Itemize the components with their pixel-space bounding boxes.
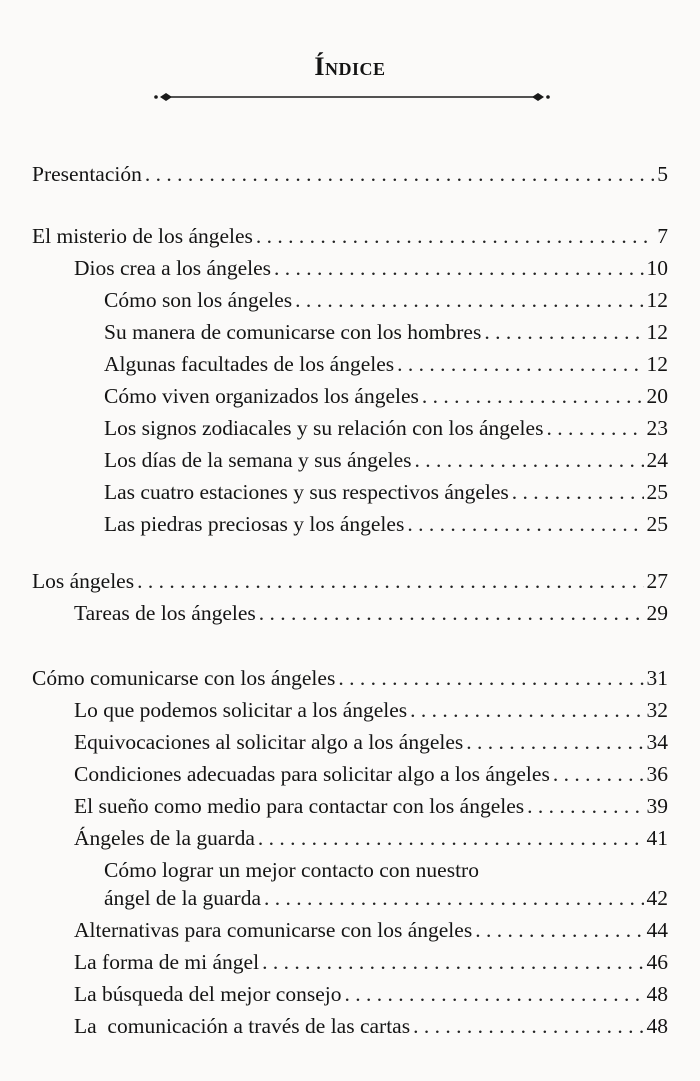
dot-leader — [407, 510, 643, 538]
dot-leader — [484, 318, 643, 346]
dot-leader — [422, 382, 644, 410]
dot-leader — [397, 350, 643, 378]
page-number: 48 — [646, 982, 668, 1006]
page-number: 24 — [646, 448, 668, 472]
page-number: 48 — [646, 1014, 668, 1038]
page-number: 5 — [657, 162, 668, 186]
page-number: 12 — [646, 352, 668, 376]
page-number: 12 — [646, 288, 668, 312]
entry-title: La forma de mi ángel — [74, 950, 260, 974]
toc-entry — [32, 222, 668, 250]
dot-leader — [410, 696, 643, 724]
page-number: 31 — [646, 666, 668, 690]
entry-title: Los ángeles — [32, 569, 135, 593]
entry-title: Cómo comunicarse con los ángeles — [32, 666, 336, 690]
entry-title: Alternativas para comunicarse con los ángeles — [74, 918, 473, 942]
toc-entry — [104, 510, 668, 538]
entry-title: El misterio de los ángeles — [32, 224, 253, 248]
entry-title: La comunicación a través de las cartas — [74, 1014, 411, 1038]
dot-leader — [512, 478, 644, 506]
dot-leader — [256, 222, 654, 250]
toc-entry — [74, 824, 668, 852]
toc-entry — [74, 980, 668, 1008]
dot-leader — [413, 1012, 643, 1040]
page-number: 36 — [646, 762, 668, 786]
dot-leader — [475, 916, 643, 944]
entry-title: Cómo son los ángeles — [104, 288, 293, 312]
page-number: 7 — [657, 224, 668, 248]
dot-leader — [527, 792, 643, 820]
page-number: 41 — [646, 826, 668, 850]
entry-title: Los signos zodiacales y su relación con los ángeles — [104, 416, 544, 440]
entry-title: La búsqueda del mejor consejo — [74, 982, 342, 1006]
toc-entry — [74, 254, 668, 282]
toc-entry — [74, 792, 668, 820]
dot-leader — [338, 664, 643, 692]
page-title: Índice — [314, 52, 386, 81]
page-number: 23 — [646, 416, 668, 440]
page-number: 44 — [646, 918, 668, 942]
dot-leader — [258, 824, 644, 852]
toc-entry — [104, 414, 668, 442]
page-number: 20 — [646, 384, 668, 408]
page-number: 39 — [646, 794, 668, 818]
toc-entry — [74, 1012, 668, 1040]
entry-title: Equivocaciones al solicitar algo a los ángeles — [74, 730, 464, 754]
page-number: 42 — [646, 886, 668, 910]
entry-title: Las piedras preciosas y los ángeles — [104, 512, 405, 536]
page-number: 34 — [646, 730, 668, 754]
dot-leader — [262, 948, 643, 976]
toc-entry — [74, 760, 668, 788]
dot-leader — [553, 760, 644, 788]
page-number: 12 — [646, 320, 668, 344]
dot-leader — [145, 160, 654, 188]
toc-entry — [74, 696, 668, 724]
page-number: 27 — [646, 569, 668, 593]
dot-leader — [415, 446, 644, 474]
entry-title: Su manera de comunicarse con los hombres — [104, 320, 482, 344]
toc-entry — [104, 350, 668, 378]
page-number: 25 — [646, 512, 668, 536]
page-number: 32 — [646, 698, 668, 722]
toc-entry — [74, 948, 668, 976]
page-number: 46 — [646, 950, 668, 974]
entry-title: Presentación — [32, 162, 142, 186]
dot-leader — [466, 728, 643, 756]
entry-title: Las cuatro estaciones y sus respectivos ángeles — [104, 480, 509, 504]
entry-title: Algunas facultades de los ángeles — [104, 352, 395, 376]
entry-title-continuation: ángel de la guarda — [104, 886, 261, 910]
dot-leader — [259, 599, 644, 627]
dot-leader — [344, 980, 643, 1008]
dot-leader — [137, 567, 643, 595]
toc-entry — [32, 567, 668, 595]
toc-entry — [104, 382, 668, 410]
toc-entry-first-line: Cómo lograr un mejor contacto con nuestro — [104, 858, 479, 882]
toc-entry — [74, 599, 668, 627]
page-number: 29 — [646, 601, 668, 625]
toc-entry — [104, 446, 668, 474]
entry-title: El sueño como medio para contactar con los ángeles — [74, 794, 525, 818]
entry-title: Los días de la semana y sus ángeles — [104, 448, 412, 472]
toc-entry — [104, 286, 668, 314]
page-number: 25 — [646, 480, 668, 504]
page-number: 10 — [646, 256, 668, 280]
dot-leader — [295, 286, 643, 314]
toc-entry — [32, 664, 668, 692]
dot-leader — [264, 884, 644, 912]
entry-title: Condiciones adecuadas para solicitar algo a los ángeles — [74, 762, 550, 786]
toc-entry — [74, 728, 668, 756]
entry-title: Tareas de los ángeles — [74, 601, 256, 625]
entry-title: Lo que podemos solicitar a los ángeles — [74, 698, 408, 722]
entry-title: Cómo viven organizados los ángeles — [104, 384, 419, 408]
toc-entry — [32, 160, 668, 188]
dot-leader — [546, 414, 643, 442]
title-ornament — [152, 88, 552, 106]
toc-entry — [74, 916, 668, 944]
toc-entry — [104, 318, 668, 346]
toc-entry — [104, 478, 668, 506]
toc-entry — [104, 884, 668, 912]
entry-title: Dios crea a los ángeles — [74, 256, 272, 280]
entry-title: Ángeles de la guarda — [74, 826, 255, 850]
dot-leader — [274, 254, 643, 282]
